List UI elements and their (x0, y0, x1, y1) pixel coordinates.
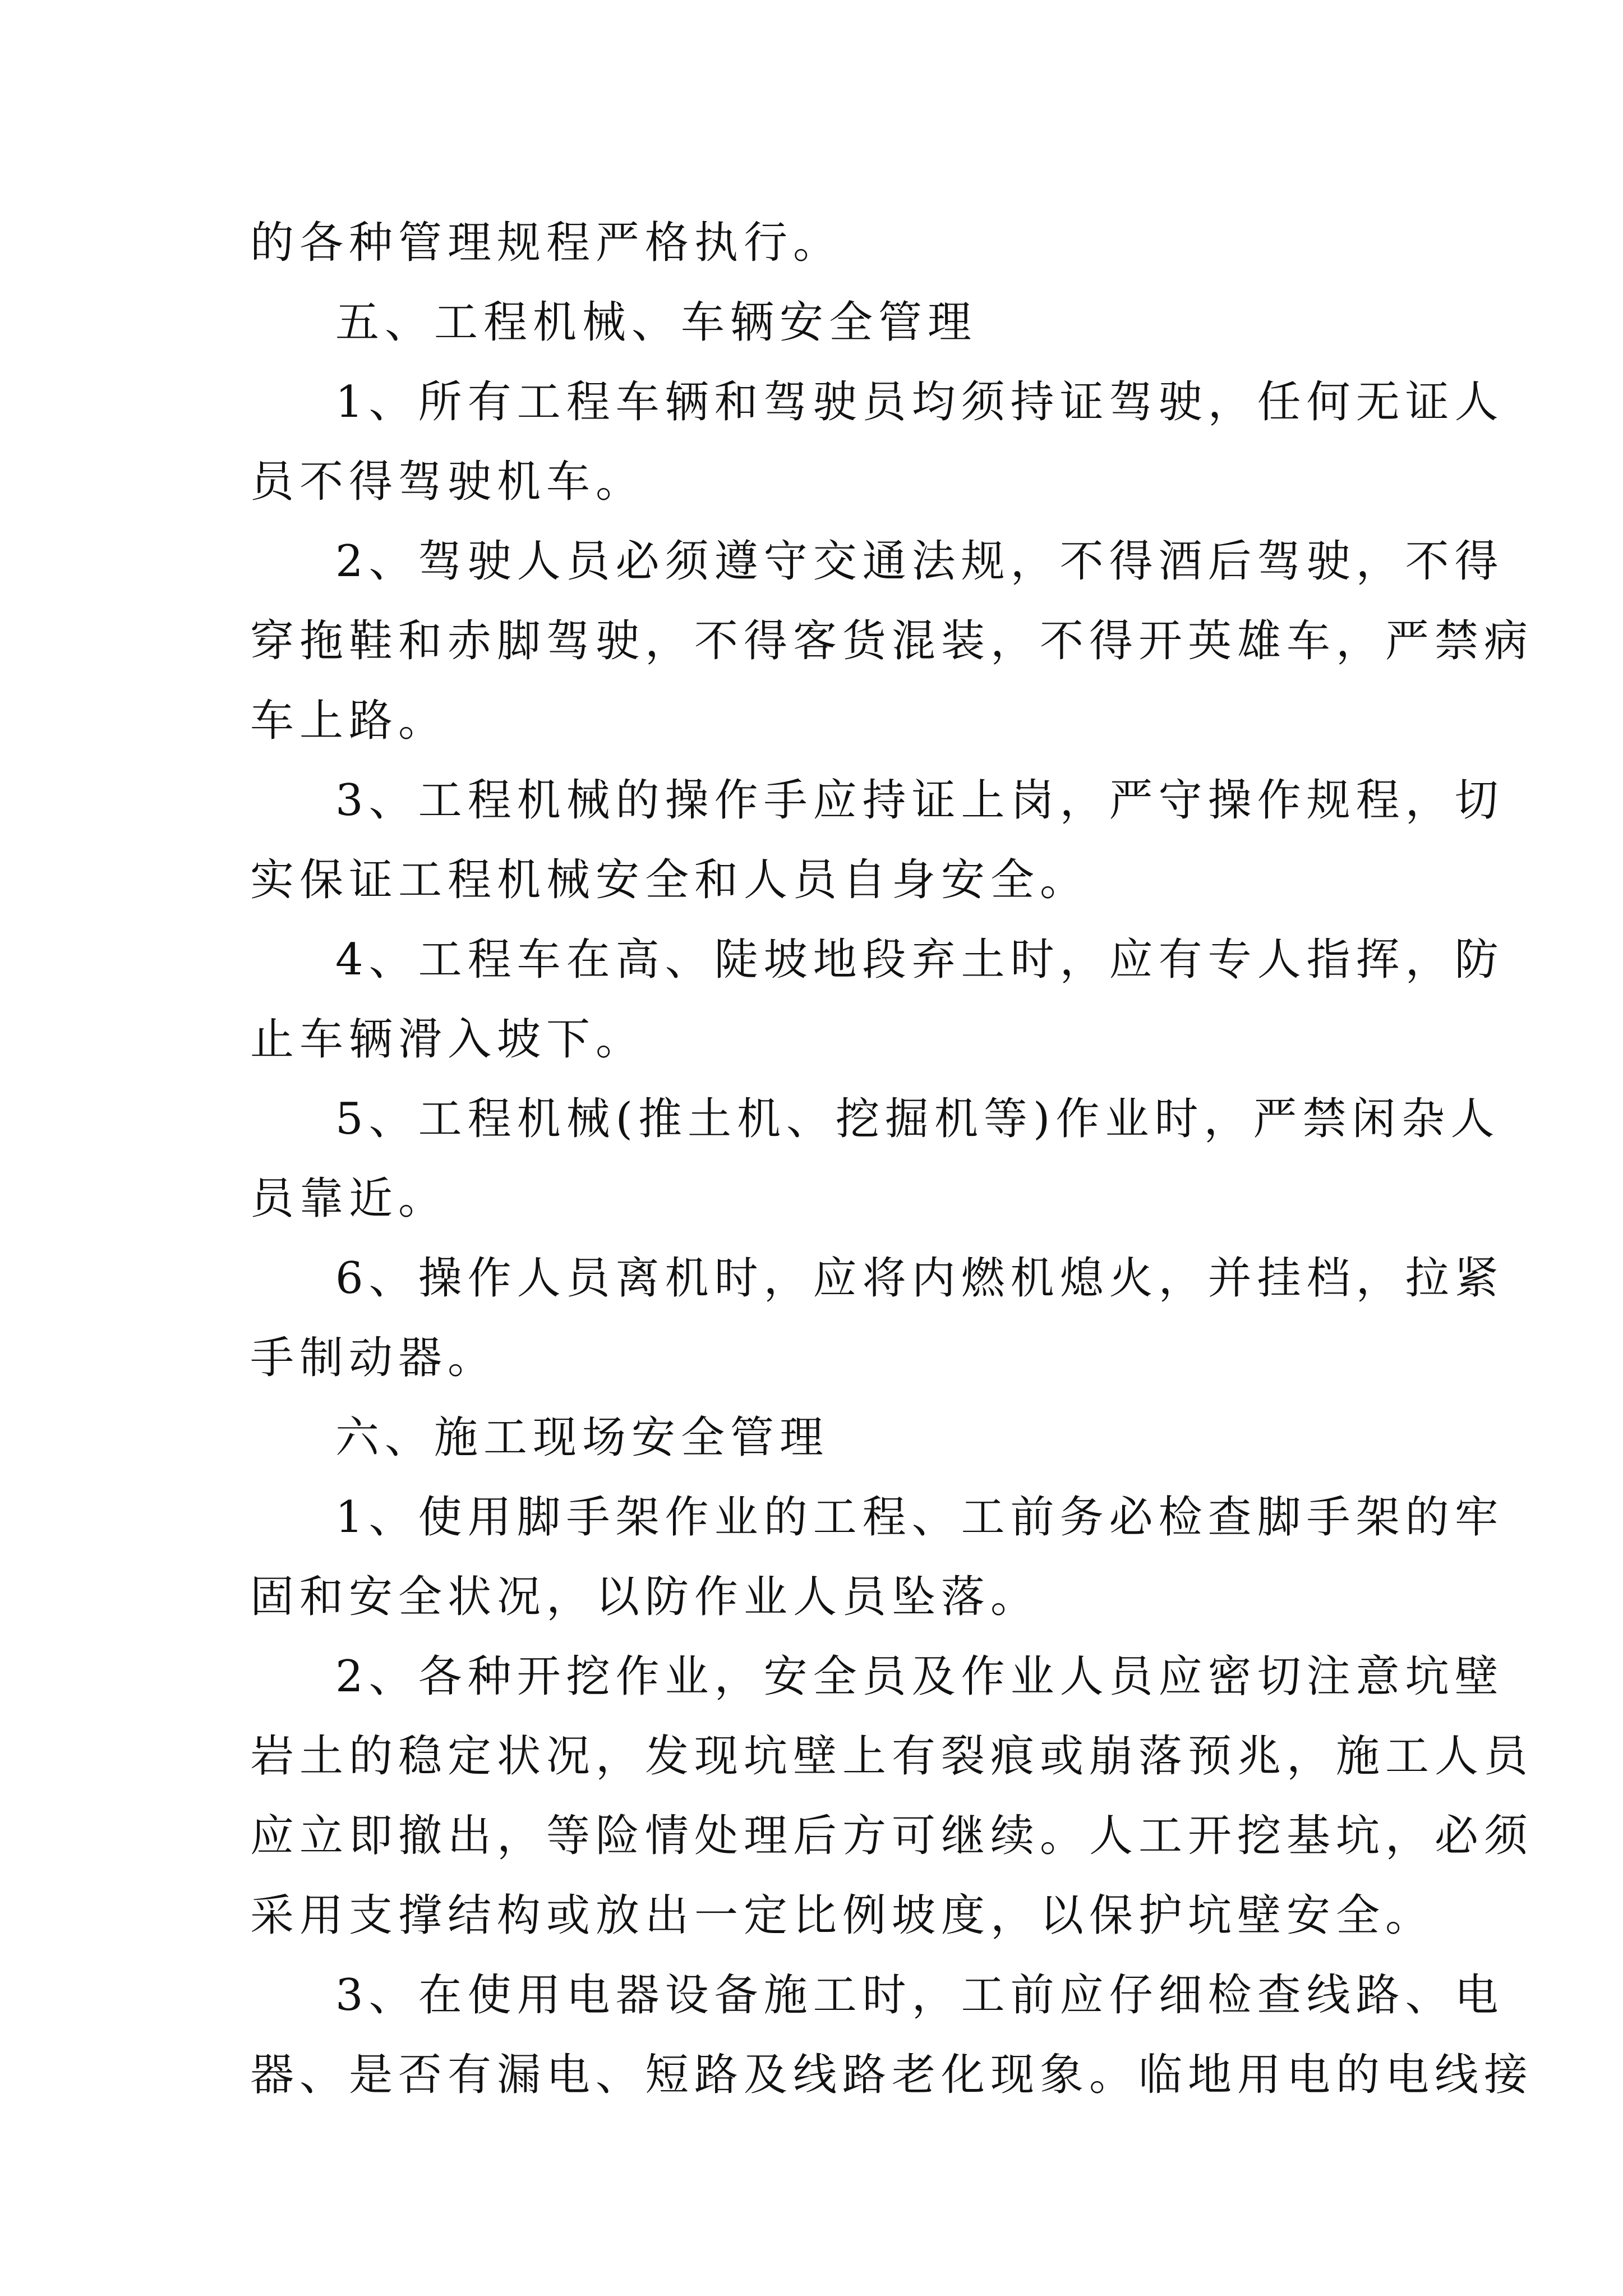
text-line: 1、使用脚手架作业的工程、工前务必检查脚手架的牢 (335, 1492, 1504, 1543)
text-line: 2、驾驶人员必须遵守交通法规，不得酒后驾驶，不得 (335, 536, 1504, 587)
text-line: 4、工程车在高、陡坡地段弃土时，应有专人指挥，防 (335, 935, 1504, 985)
section-heading: 六、施工现场安全管理 (335, 1412, 829, 1463)
text-line: 器、是否有漏电、短路及线路老化现象。临地用电的电线接 (250, 2050, 1534, 2100)
text-line: 穿拖鞋和赤脚驾驶，不得客货混装，不得开英雄车，严禁病 (250, 616, 1534, 666)
text-line: 实保证工程机械安全和人员自身安全。 (250, 855, 1090, 905)
text-line: 止车辆滑入坡下。 (250, 1014, 645, 1065)
text-line: 采用支撑结构或放出一定比例坡度，以保护坑壁安全。 (250, 1890, 1435, 1941)
text-line: 3、工程机械的操作手应持证上岗，严守操作规程，切 (335, 775, 1504, 826)
text-line: 手制动器。 (250, 1333, 497, 1383)
text-line: 应立即撤出，等险情处理后方可继续。人工开挖基坑，必须 (250, 1811, 1534, 1861)
section-heading: 五、工程机械、车辆安全管理 (335, 297, 978, 348)
text-line: 岩土的稳定状况，发现坑壁上有裂痕或崩落预兆，施工人员 (250, 1731, 1534, 1782)
text-line: 3、在使用电器设备施工时，工前应仔细检查线路、电 (335, 1970, 1504, 2021)
text-line: 5、工程机械(推土机、挖掘机等)作业时，严禁闲杂人 (335, 1094, 1500, 1144)
text-line: 的各种管理规程严格执行。 (250, 218, 843, 268)
text-line: 1、所有工程车辆和驾驶员均须持证驾驶，任何无证人 (335, 377, 1504, 427)
text-line: 2、各种开挖作业，安全员及作业人员应密切注意坑壁 (335, 1651, 1504, 1702)
text-line: 6、操作人员离机时，应将内燃机熄火，并挂档，拉紧 (335, 1253, 1504, 1304)
text-line: 员不得驾驶机车。 (250, 457, 645, 507)
text-line: 固和安全状况，以防作业人员坠落。 (250, 1572, 1040, 1622)
text-line: 员靠近。 (250, 1174, 448, 1224)
text-line: 车上路。 (250, 696, 448, 746)
